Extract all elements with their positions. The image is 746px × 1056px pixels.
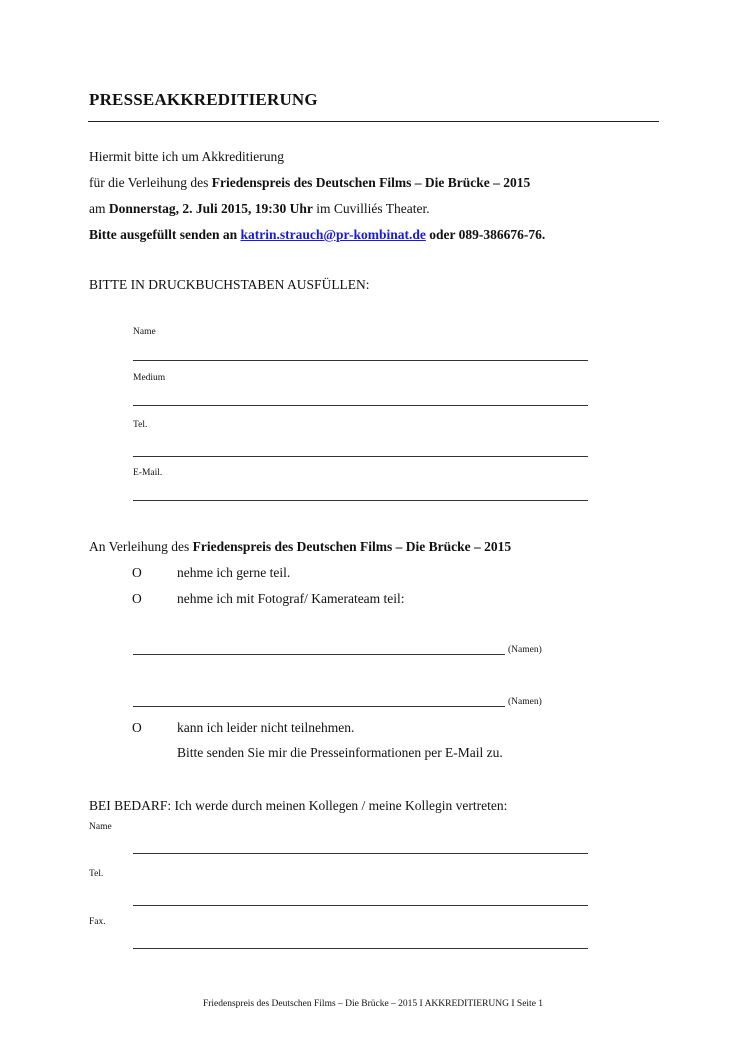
title-divider [88,121,659,122]
option-1-checkbox[interactable]: O [132,565,142,580]
send-instruction: Bitte ausgefüllt senden an [89,227,241,242]
intro-line-2 [89,173,530,193]
substitute-fax-field[interactable] [133,948,588,949]
email-link[interactable]: katrin.strauch@pr-kombinat.de [240,227,426,242]
option-2-label: nehme ich mit Fotograf/ Kamerateam teil: [177,591,405,606]
option-3-checkbox[interactable]: O [132,720,142,735]
attendance-event-name: Friedenspreis des Deutschen Films – Die Brücke – 2015 [192,539,512,554]
option-3-note: Bitte senden Sie mir die Presseinformationen per E-Mail zu. [177,745,503,760]
crew-name-field-1[interactable] [133,654,505,655]
intro-line-3-pre: am [89,201,109,216]
substitute-heading: BEI BEDARF: Ich werde durch meinen Kollegen / meine Kollegin vertreten: [89,798,508,813]
crew-name-label-1: (Namen) [508,645,542,655]
intro-line-1: Hiermit bitte ich um Akkreditierung [89,149,284,164]
substitute-tel-field[interactable] [133,905,588,906]
intro-line-2-text: für die Verleihung des [89,175,212,190]
option-1-label: nehme ich gerne teil. [177,565,291,580]
attendance-intro-text: An Verleihung des [89,539,193,554]
name-label: Name [133,327,156,337]
intro-line-4 [89,225,545,245]
tel-label: Tel. [133,420,148,430]
substitute-tel-label: Tel. [89,869,104,879]
event-date: Donnerstag, 2. Juli 2015, 19:30 Uhr [108,201,313,216]
email-field[interactable] [133,500,588,501]
medium-label: Medium [133,373,166,383]
substitute-name-field[interactable] [133,853,588,854]
phone-number: oder 089-386676-76. [425,227,546,242]
email-label: E-Mail. [133,468,163,478]
form-heading: BITTE IN DRUCKBUCHSTABEN AUSFÜLLEN: [89,277,370,292]
medium-field[interactable] [133,405,588,406]
option-2-checkbox[interactable]: O [132,591,142,606]
tel-field[interactable] [133,456,588,457]
event-name: Friedenspreis des Deutschen Films – Die Brücke – 2015 [211,175,531,190]
page-title: PRESSEAKKREDITIERUNG [89,90,318,109]
event-venue: im Cuvilliés Theater. [312,201,430,216]
crew-name-label-2: (Namen) [508,697,542,707]
substitute-fax-label: Fax. [89,917,106,927]
crew-name-field-2[interactable] [133,706,505,707]
attendance-intro [89,537,511,557]
intro-line-3 [89,199,430,219]
page-footer: Friedenspreis des Deutschen Films – Die Brücke – 2015 I AKKREDITIERUNG I Seite 1 [202,999,544,1009]
substitute-name-label: Name [89,822,112,832]
option-3-label: kann ich leider nicht teilnehmen. [177,720,355,735]
name-field[interactable] [133,360,588,361]
